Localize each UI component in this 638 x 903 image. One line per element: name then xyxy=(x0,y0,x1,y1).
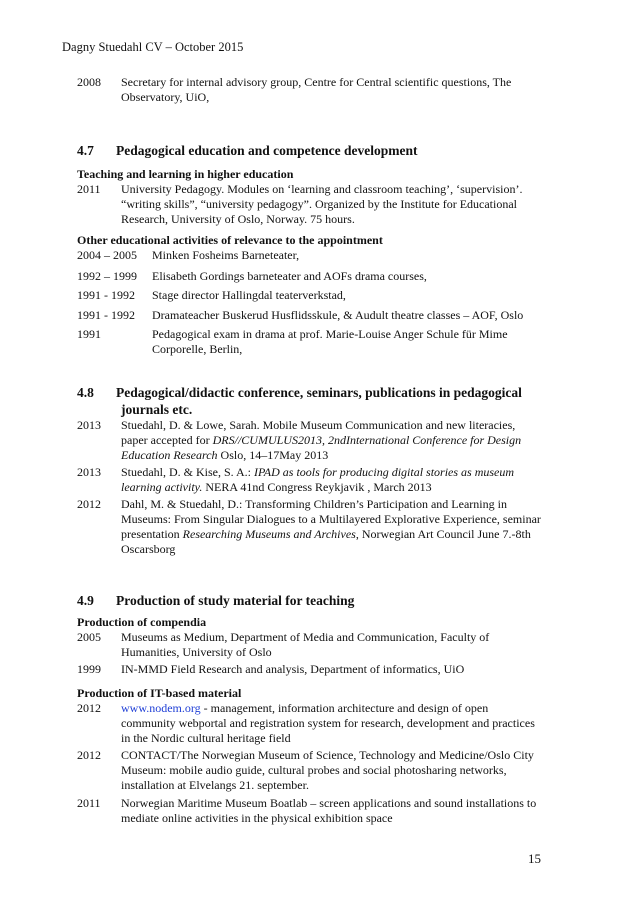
entry-text: Dramateacher Buskerud Husflidsskule, & Audult theatre classes – AOF, Oslo xyxy=(152,308,524,322)
entry-year: 2011 xyxy=(77,796,101,810)
entry-year: 1991 xyxy=(77,327,101,341)
entry-text: Museums as Medium, Department of Media and Communication, Faculty of Humanities, University of Oslo xyxy=(121,630,490,659)
entry-year: 2012 xyxy=(77,748,101,762)
entry-text: Norwegian Maritime Museum Boatlab – screen applications and sound installations to mediate online activities in the physical exhibition space xyxy=(121,796,537,825)
entry-year: 2013 xyxy=(77,418,101,432)
section-number: 4.8 xyxy=(77,385,94,400)
section-number: 4.7 xyxy=(77,143,94,158)
subsection-heading: Teaching and learning in higher education xyxy=(77,167,294,181)
section-title: Production of study material for teaching xyxy=(116,593,355,608)
entry-text: University Pedagogy. Modules on ‘learning and classroom teaching’, ‘supervision’. “writing skills”, “university pedagogy”. Organized by the Institute for Educational Research, University of Oslo, Norway. 75 hours. xyxy=(121,182,523,226)
subsection-heading: Other educational activities of relevance to the appointment xyxy=(77,233,383,247)
section-title-continued: journals etc. xyxy=(121,402,193,417)
entry-text: Elisabeth Gordings barneteater and AOFs drama courses, xyxy=(152,269,427,283)
entry-year: 2012 xyxy=(77,497,101,511)
entry-year: 2004 – 2005 xyxy=(77,248,137,262)
entry-text: Stuedahl, D. & Kise, S. A.: IPAD as tools for producing digital stories as museum learning activity. NERA 41nd Congress Reykjavik , March 2013 xyxy=(121,465,515,494)
nodem-link[interactable]: www.nodem.org xyxy=(121,701,201,715)
entry-text: Minken Fosheims Barneteater, xyxy=(152,248,300,262)
page-number: 15 xyxy=(528,851,541,866)
entry-year: 2008 xyxy=(77,75,101,89)
entry-year: 2013 xyxy=(77,465,101,479)
entry-text: CONTACT/The Norwegian Museum of Science, Technology and Medicine/Oslo City Museum: mobile audio guide, cultural probes and social photosharing networks, installation at Elvelangs 21. september. xyxy=(121,748,534,792)
section-number: 4.9 xyxy=(77,593,94,608)
entry-text: IN-MMD Field Research and analysis, Department of informatics, UiO xyxy=(121,662,465,676)
section-title: Pedagogical education and competence development xyxy=(116,143,418,158)
running-header: Dagny Stuedahl CV – October 2015 xyxy=(62,40,244,54)
entry-year: 2011 xyxy=(77,182,101,196)
subsection-heading: Production of IT-based material xyxy=(77,686,242,700)
entry-text: Pedagogical exam in drama at prof. Marie-Louise Anger Schule für Mime Corporelle, Berlin, xyxy=(152,327,508,356)
entry-year: 2005 xyxy=(77,630,101,644)
entry-text: Secretary for internal advisory group, Centre for Central scientific questions, The Observatory, UiO, xyxy=(121,75,512,104)
entry-year: 2012 xyxy=(77,701,101,715)
entry-year: 1991 - 1992 xyxy=(77,308,135,322)
entry-text: Dahl, M. & Stuedahl, D.: Transforming Children’s Participation and Learning in Museums: From Singular Dialogues to a Multilayered Explorative Experience, seminar presentation Researching Museums and Archives, Norwegian Art Council June 7.-8th Oscarsborg xyxy=(121,497,541,556)
entry-text: Stage director Hallingdal teaterverkstad, xyxy=(152,288,346,302)
entry-text: www.nodem.org - management, information architecture and design of open community webportal and registration system for research, development and practices in the Nordic cultural heritage field xyxy=(121,701,535,745)
entry-year: 1999 xyxy=(77,662,101,676)
entry-year: 1992 – 1999 xyxy=(77,269,137,283)
entry-year: 1991 - 1992 xyxy=(77,288,135,302)
entry-text: Stuedahl, D. & Lowe, Sarah. Mobile Museum Communication and new literacies, paper accepted for DRS//CUMULUS2013, 2ndInternational Conference for Design Education Research Oslo, 14–17May 2013 xyxy=(121,418,522,462)
section-title: Pedagogical/didactic conference, seminars, publications in pedagogical xyxy=(116,385,522,400)
subsection-heading: Production of compendia xyxy=(77,615,207,629)
